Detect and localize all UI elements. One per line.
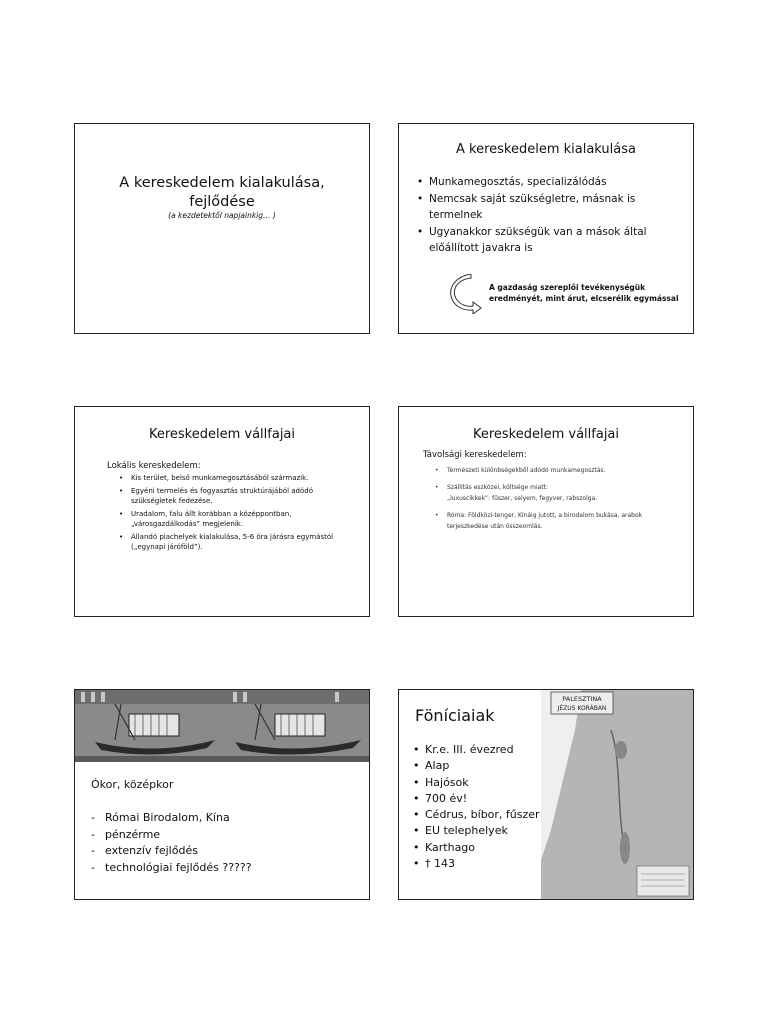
list-item: - Római Birodalom, Kína <box>91 810 252 827</box>
curved-arrow-icon <box>449 274 485 314</box>
list-item-text: Róma: Földközi-tenger, Kínáig jutott, a birodalom bukása, arabok <box>447 512 643 519</box>
slide-2 <box>398 123 694 334</box>
slide-title: A kereskedelem kialakulása <box>455 142 636 157</box>
slide-3 <box>74 406 370 617</box>
list-item: • EU telephelyek <box>413 823 540 839</box>
title-line-1: A kereskedelem kialakulása, <box>119 175 325 191</box>
slide-title: Kereskedelem vállfajai <box>472 427 620 442</box>
list-item: • Kr.e. III. évezred <box>413 742 540 758</box>
summary-note: A gazdaság szereplői tevékenységük eredményét, mint árut, elcserélik egymással <box>489 283 679 303</box>
slide-6 <box>398 689 694 900</box>
list-item: • Állandó piachelyek kialakulása, 5-6 óra járásra egymástól („egynapi járóföld”). <box>119 532 359 553</box>
section-heading: Ókor, középkor <box>91 778 174 791</box>
slide-title: Kereskedelem vállfajai <box>148 427 296 442</box>
slide-5 <box>74 689 370 900</box>
list-item: • Karthago <box>413 840 540 856</box>
section-label: Távolsági kereskedelem: <box>423 450 527 460</box>
list-item: - pénzérme <box>91 827 252 844</box>
list-item: • Munkamegosztás, specializálódás <box>417 174 682 190</box>
list-item: • † 143 <box>413 856 540 872</box>
list-item-text: Természeti különbségekből adódó munkamegosztás. <box>447 467 606 474</box>
dash-list <box>91 810 252 876</box>
section-label: Lokális kereskedelem: <box>107 461 201 471</box>
list-item-text: Szállítás eszközei, költsége miatt: <box>447 484 549 491</box>
bullet-list <box>417 174 682 257</box>
bullet-list <box>119 473 359 555</box>
list-item: • Uradalom, falu állt korábban a középpontban, „városgazdálkodás” megjelenik. <box>119 509 359 530</box>
title-line-2: fejlődése <box>189 194 255 210</box>
list-item: • Egyéni termelés és fogyasztás struktúrájából adódó szükségletek fedezése. <box>119 486 359 507</box>
list-item: • Ugyanakkor szükségük van a mások által előállított javakra is <box>417 224 682 256</box>
slide-1-title <box>74 123 370 334</box>
list-item <box>435 510 685 532</box>
egyptian-ship-image <box>75 690 370 762</box>
list-item: - technológiai fejlődés ????? <box>91 860 252 877</box>
list-item: • Hajósok <box>413 775 540 791</box>
list-item: • Alap <box>413 758 540 774</box>
slide-subtitle: (a kezdetektől napjainkig… ) <box>168 211 276 220</box>
list-item <box>435 465 685 476</box>
list-item: • 700 év! <box>413 791 540 807</box>
list-item: • Kis terület, belső munkamegosztásából származik. <box>119 473 359 484</box>
bullet-list <box>435 465 685 538</box>
bullet-list <box>413 742 540 872</box>
list-item: • Nemcsak saját szükségletre, másnak is termelnek <box>417 191 682 223</box>
list-item: - extenzív fejlődés <box>91 843 252 860</box>
list-item <box>435 482 685 504</box>
list-item-continuation: terjeszkedése után összeomlás. <box>447 523 543 530</box>
slide-title <box>75 174 369 212</box>
list-item-continuation: „luxuscikkek”: fűszer, selyem, fegyver, rabszolga. <box>447 495 598 502</box>
list-item: • Cédrus, bíbor, fűszer <box>413 807 540 823</box>
slide-title: Föníciaiak <box>415 706 495 725</box>
palestine-map-image <box>541 690 694 900</box>
map-title-line-1: PALESZTINA <box>562 695 602 703</box>
map-title-line-2: JÉZUS KORÁBAN <box>557 705 607 712</box>
slide-4 <box>398 406 694 617</box>
